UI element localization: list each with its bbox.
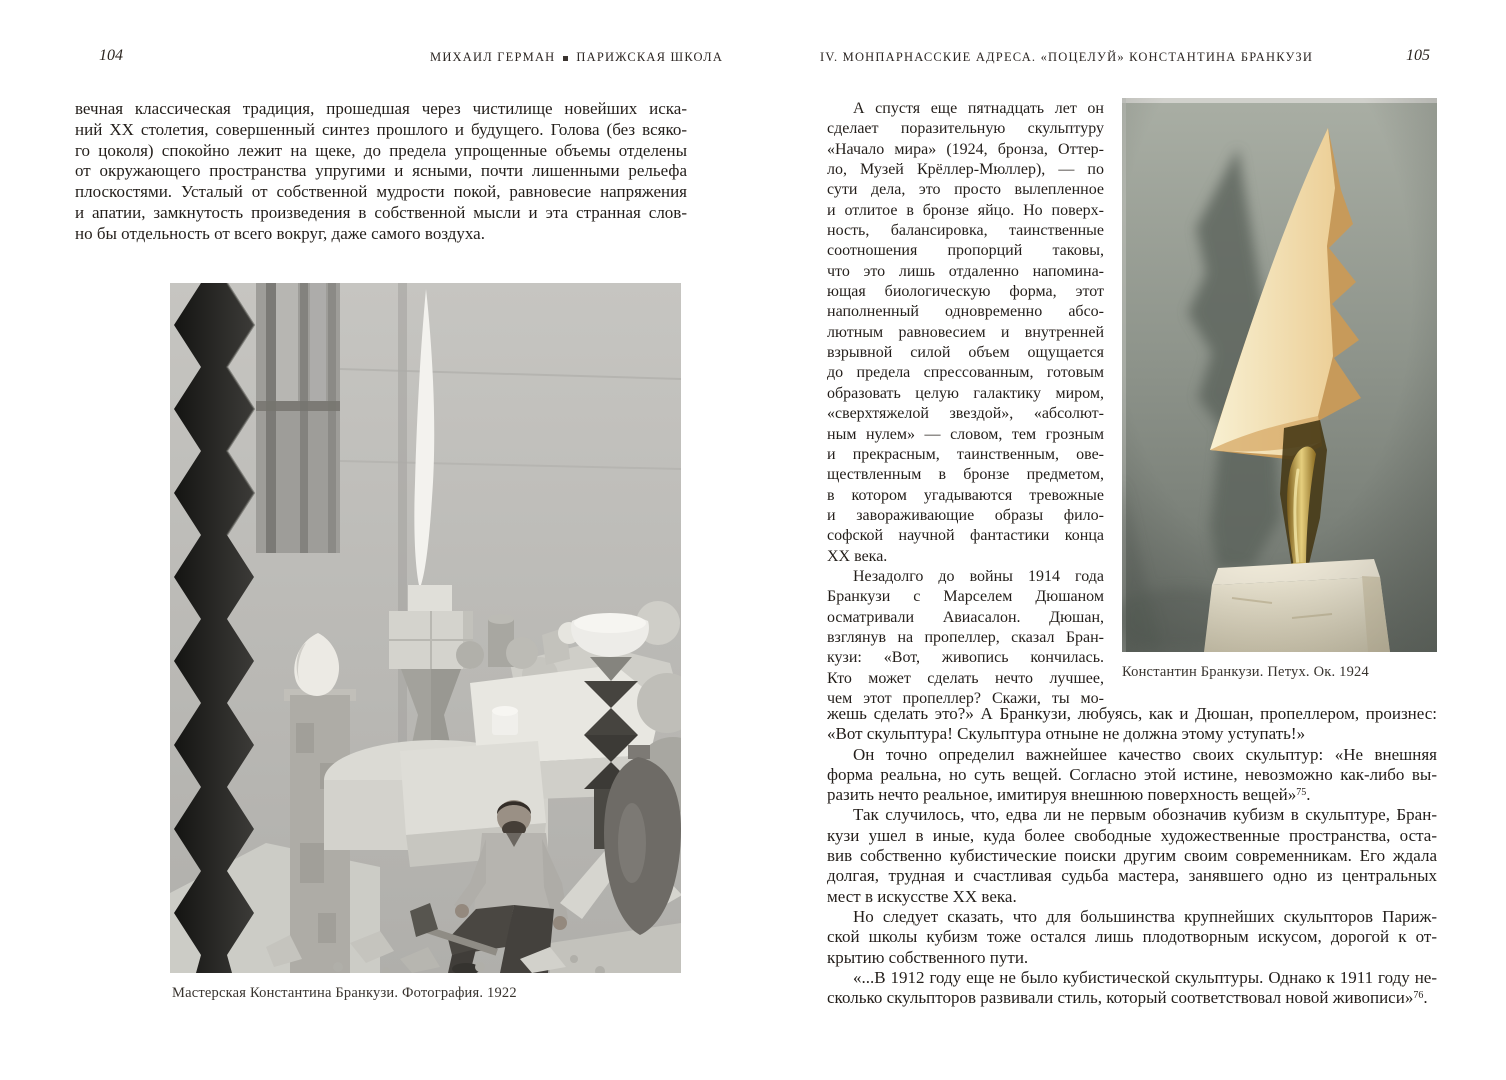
studio-window [256, 283, 340, 553]
text-line: вечная классическая традиция, прошедшая через чистилище новейших иска- [75, 99, 687, 118]
text-line: «Начало мира» (1924, бронза, Оттер- [827, 140, 1104, 158]
text-line: крытию собственного пути. [827, 947, 1029, 967]
text-line: софской научной фантастики конца [827, 527, 1104, 545]
square-separator-icon [563, 56, 568, 61]
text-line: но бы отдельность от всего вокруг, даже самого воздуха. [75, 223, 485, 243]
text-line: кузи ушел в иные, куда более свободные художественные пространства, оста- [827, 825, 1437, 845]
text-line: долгая, трудная и счастливая судьба мастера, занявшего одно из центральных [827, 866, 1437, 886]
text-line: ний XX столетия, совершенный синтез прошлого и будущего. Голова (без всяко- [75, 119, 687, 139]
text-line: ющая биологическую форма, этот [827, 283, 1104, 301]
text-line: Он точно определил важнейшее качество своих скульптур: «Не внешняя [853, 744, 1437, 764]
text-line: взрывной силой объем ощущается [827, 344, 1104, 362]
text-line: что это лишь отдаленно напомина- [827, 262, 1104, 280]
text-line: Так случилось, что, едва ли не первым обозначив кубизм в скульптуре, Бран- [853, 805, 1437, 825]
page-number-left: 104 [99, 47, 123, 64]
page-number-right: 105 [1406, 47, 1430, 64]
text-line: ской школы кубизм тоже остался лишь плодотворным искусом, дорогой к от- [827, 927, 1437, 947]
studio-photo-caption: Мастерская Константина Бранкузи. Фотография. 1922 [172, 985, 517, 1001]
text-line: и завораживающие образы фило- [827, 506, 1104, 524]
text-line: сделает поразительную скульптуру [827, 120, 1104, 138]
text-line: Бранкузи с Марселем Дюшаном [827, 588, 1104, 606]
text-line: ность, балансировка, таинственные [827, 222, 1104, 240]
text-line: го цоколя) спокойно лежит на щеке, до предела упрощенные объемы отделены [75, 140, 687, 160]
text-line: в котором угадываются тревожные [827, 486, 1104, 504]
text-line: и апатии, замкнутость произведения в собственной мысли и эта странная слов- [75, 202, 687, 222]
text-line: до предела спрессованным, готовым [827, 364, 1104, 382]
header-book-title: ПАРИЖСКАЯ ШКОЛА [576, 50, 724, 64]
text-line: соотношения пропорций таковы, [827, 242, 1104, 260]
text-line: и прекрасным, таинственным, ове- [827, 445, 1104, 463]
running-header-left [430, 50, 723, 65]
right-page-column [827, 99, 1104, 709]
text-line: жешь сделать это?» А Бранкузи, любуясь, как и Дюшан, пропеллером, произнес: [827, 704, 1437, 723]
text-line: XX века. [827, 547, 888, 565]
text-line: Но следует сказать, что для большинства крупнейших скульпторов Париж- [853, 906, 1437, 926]
text-line: ло, Музей Крёллер-Мюллер), — по [827, 161, 1104, 179]
text-line: кузи: «Вот, живопись кончилась. [827, 649, 1104, 667]
text-line: вив собственно кубистические поиски другим своим современникам. Его ждала [827, 846, 1437, 866]
text-line: ным нулем» — словом, тем грозным [827, 425, 1104, 443]
text-line: плоскостями. Усталый от собственной мудрости покой, равновесие напряжения [75, 182, 687, 202]
text-line: чем этот пропеллер? Скажи, ты мо- [827, 689, 1104, 707]
left-page-paragraph [75, 99, 687, 245]
studio-photo [170, 283, 681, 973]
text-line: «сверхтяжелой звездой», «абсолют- [827, 405, 1104, 423]
text-line: Незадолго до войны 1914 года [853, 567, 1104, 585]
text-line: «Вот скульптура! Скульптура отныне не должна этому уступать!» [827, 724, 1306, 744]
text-line: лютным равновесием и внутренней [827, 323, 1104, 341]
text-line: взглянув на пропеллер, сказал Бран- [827, 628, 1104, 646]
text-line: мест в искусстве XX века. [827, 886, 1017, 906]
text-line: разить нечто реальное, имитируя внешнюю поверхность вещей»$^{75}$. [827, 785, 1311, 805]
text-line: осматривали Авиасалон. Дюшан, [827, 608, 1104, 626]
text-line: и отлитое в бронзе яйцо. Но поверх- [827, 201, 1104, 219]
running-header-right: IV. МОНПАРНАССКИЕ АДРЕСА. «ПОЦЕЛУЙ» КОНСТАНТИНА БРАНКУЗИ [820, 50, 1314, 64]
rooster-photo-illustration [1122, 98, 1437, 652]
text-line: А спустя еще пятнадцать лет он [853, 100, 1104, 117]
rooster-photo-caption: Константин Бранкузи. Петух. Ок. 1924 [1122, 664, 1369, 680]
studio-photo-illustration [170, 283, 681, 973]
header-author: МИХАИЛ ГЕРМАН [430, 50, 556, 64]
text-line: Кто может сделать нечто лучшее, [827, 669, 1104, 687]
text-line: сути дела, это просто вылепленное [827, 181, 1104, 199]
right-page-full-text [827, 704, 1437, 1008]
text-line: ществленным в бронзе предметом, [827, 466, 1104, 484]
text-line: «...В 1912 году еще не было кубистической скульптуры. Однако к 1911 году не- [853, 967, 1437, 987]
text-line: наполненный одновременно абсо- [827, 303, 1104, 321]
text-line: образовать целую галактику миром, [827, 384, 1104, 402]
text-line: от окружающего пространства упругими и ясными, почти лишенными рельефа [75, 161, 687, 181]
text-line: форма реальна, но суть вещей. Согласно этой истине, невозможно как-либо вы- [827, 764, 1437, 784]
rooster-photo [1122, 98, 1437, 652]
text-line: сколько скульпторов развивали стиль, который соответствовал новой живописи»$^{76}$. [827, 988, 1428, 1008]
